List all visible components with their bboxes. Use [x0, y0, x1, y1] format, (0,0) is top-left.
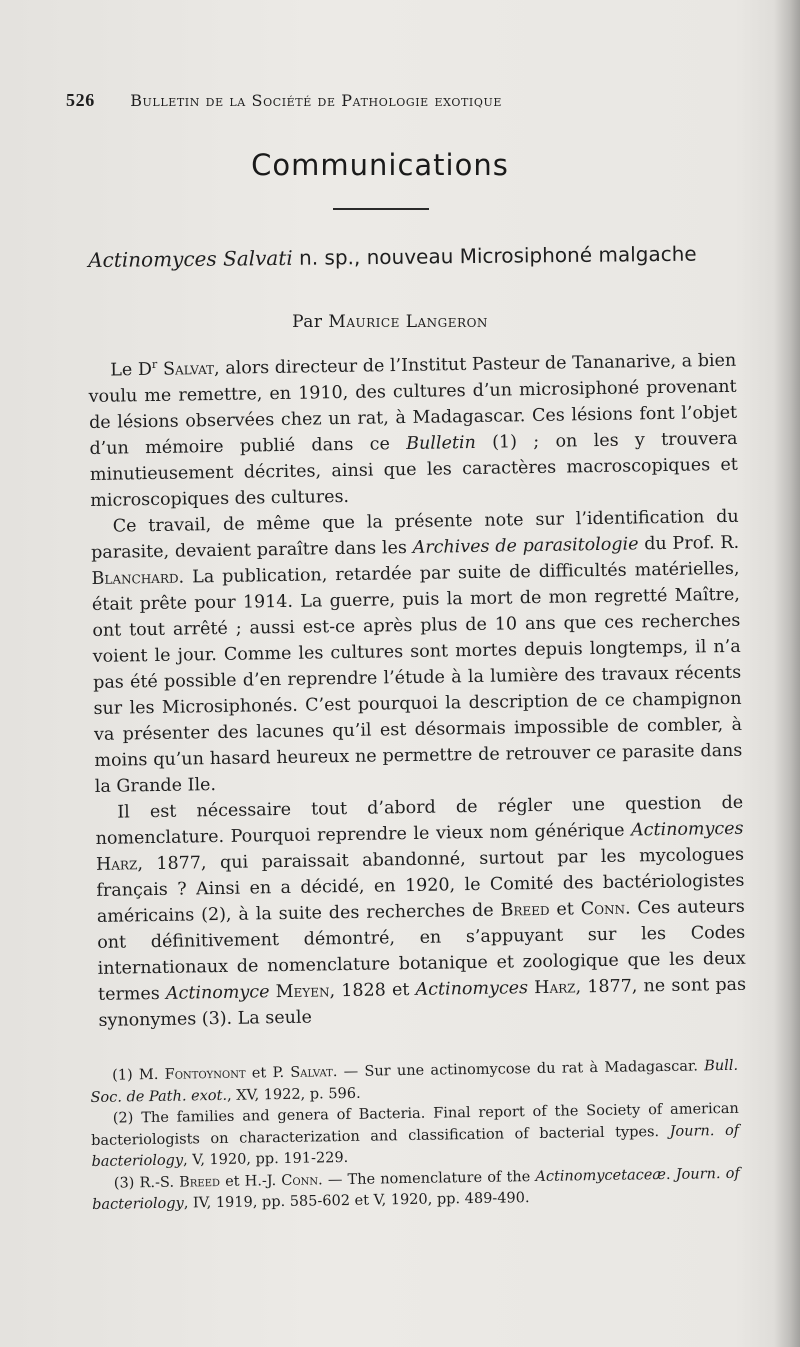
- binding-shadow: [774, 0, 800, 1347]
- page-number: 526: [66, 90, 95, 110]
- text-run: . La publication, retardée par suite de difficultés matérielles, était prête pour 1914. La guerre, puis la mort de mon regretté Maître, ont tout arrêté ; aussi est-ce après plus de 10 ans que ces recherches voient le jour. Comme les cultures sont mortes depuis longtemps, il n’a pas été possible d’en reprendre l’étude à la lumière des travaux récents sur les Microsiphonés. C’est pourquoi la description de ce champignon va présenter des lacunes qu’il est désormais impossible de combler, à moins qu’un hasard heureux ne permettre de retrouver ce parasite dans la Grande Ile.: [91, 558, 743, 797]
- running-head: [66, 90, 626, 111]
- text-run: et P.: [245, 1064, 291, 1082]
- paragraph: [95, 790, 747, 1034]
- article-title-genus: Actinomyces Salvati: [88, 245, 293, 272]
- author-name-ref: Salvat: [162, 358, 215, 380]
- byline: [0, 312, 780, 332]
- author-name-ref: Conn: [281, 1171, 319, 1189]
- text-run: , 1877, ne sont pas synonymes (3). La seule: [98, 974, 747, 1031]
- text-run: et: [549, 899, 581, 920]
- author-name-ref: Salvat: [290, 1064, 333, 1081]
- text-run: , 1828 et: [329, 979, 416, 1002]
- italic-text: Journ. of bacteriology: [91, 1122, 740, 1170]
- text-run: Ce travail, de même que la présente note sur l’identification du parasite, devaient paraître dans les: [90, 506, 739, 563]
- journal-title: Bulletin de la Société de Pathologie exotique: [130, 91, 502, 110]
- italic-text: Journ. of bacteriology: [92, 1165, 740, 1213]
- text-run: , alors directeur de l’Institut Pasteur de Tananarive, a bien voulu me remettre, en 1910, des cultures d’un microsiphoné provenant de lésions observées chez un rat, à Madagascar. Ces lésions font l’objet d’un mémoire publié dans ce: [88, 350, 738, 459]
- footnote: [91, 1099, 740, 1174]
- text-run: , IV, 1919, pp. 585-602 et V, 1920, pp. 489-490.: [183, 1190, 530, 1212]
- author-name: Maurice Langeron: [328, 312, 488, 332]
- text-run: . — Sur une actinomycose du rat à Madagascar.: [332, 1058, 705, 1081]
- italic-text: Actinomyces: [630, 818, 744, 841]
- author-name-ref: Harz: [534, 977, 576, 998]
- text-run: du Prof. R.: [638, 532, 740, 555]
- text-run: (2) The families and genera of Bacteria. Final report of the Society of american bacteriologists on characterization and classification of bacterial types.: [91, 1100, 739, 1149]
- text-run: r: [151, 356, 158, 371]
- text-run: (1) ; on les y trouvera minutieusement décrites, ainsi que les caractères macroscopiques et microscopiques des cultures.: [89, 428, 739, 511]
- paragraph: [91, 504, 743, 800]
- text-run: . Ces auteurs ont définitivement démontré, en s’appuyant sur les Codes internationaux de nomenclature botanique et zoologique que les deux termes: [97, 896, 746, 1005]
- footnotes: [90, 1056, 740, 1217]
- article-title: [88, 241, 728, 272]
- text-run: . — The nomenclature of the: [317, 1168, 536, 1188]
- paragraph: [88, 342, 738, 514]
- italic-text: Actinomyce: [165, 982, 270, 1004]
- author-name-ref: Breed: [179, 1173, 221, 1191]
- byline-prefix: Par: [292, 312, 329, 332]
- author-name-ref: Fontoynont: [164, 1065, 246, 1083]
- body-text: [88, 342, 747, 1034]
- text-run: Il est nécessaire tout d’abord de régler une question de nomenclature. Pourquoi reprendre le vieux nom générique: [95, 792, 744, 849]
- text-run: , 1877, qui paraissait abandonné, surtout par les mycologues français ? Ainsi en a décidé, en 1920, le Comité des bactériologistes américains (2), à la suite des recherches de: [96, 844, 745, 927]
- italic-text: Bull. Soc. de Path. exot.: [90, 1057, 739, 1106]
- text-run: et H.-J.: [219, 1172, 282, 1190]
- text-run: .: [665, 1166, 676, 1183]
- text-run: (1) M.: [112, 1066, 165, 1084]
- author-name-ref: Meyen: [275, 981, 330, 1002]
- article-title-rest: n. sp., nouveau Microsiphoné malgache: [292, 241, 697, 270]
- text-run: , V, 1920, pp. 191-229.: [182, 1149, 349, 1169]
- italic-text: Actinomyces: [415, 977, 529, 1000]
- text-run: , XV, 1922, p. 596.: [226, 1085, 361, 1104]
- section-title: Communications: [251, 148, 509, 182]
- italic-text: Actinomycetaceæ: [535, 1166, 667, 1185]
- author-name-ref: Conn: [580, 898, 626, 920]
- text-run: Le D: [110, 359, 153, 381]
- author-name-ref: Harz: [95, 854, 138, 875]
- author-name-ref: Blanchard: [91, 567, 179, 589]
- title-rule: [333, 208, 429, 210]
- italic-text: Archives de parasitologie: [412, 534, 639, 558]
- text-run: (3) R.-S.: [113, 1174, 180, 1192]
- author-name-ref: Breed: [500, 899, 550, 921]
- italic-text: Bulletin: [406, 432, 476, 454]
